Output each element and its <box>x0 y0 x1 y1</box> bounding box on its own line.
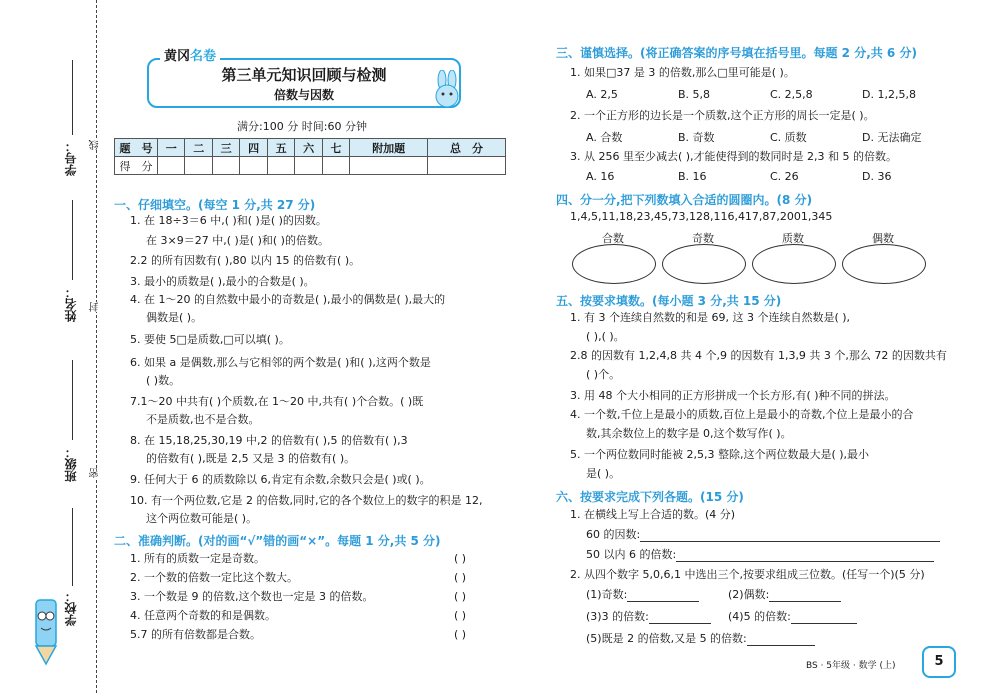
s5-line: 5. 一个两位数同时能被 2,5,3 整除,这个两位数最大是( ),最小 <box>570 448 870 461</box>
s6-q1-factors-60 <box>586 528 940 542</box>
s6-sub-mult3 <box>586 610 711 624</box>
s2-answer-paren[interactable]: ( ) <box>454 609 467 622</box>
s1-line: 9. 任何大于 6 的质数除以 6,肯定有余数,余数只会是( )或( )。 <box>130 473 431 486</box>
s6-q1-b-answer-line[interactable] <box>676 549 934 562</box>
s2-answer-paren[interactable]: ( ) <box>454 590 467 603</box>
s6-sub-answer-line[interactable] <box>649 611 711 624</box>
section1-title: 一、仔细填空。(每空 1 分,共 27 分) <box>114 198 316 212</box>
option-c[interactable]: C. 质数 <box>770 131 807 144</box>
score-cell[interactable] <box>267 157 294 175</box>
page-number: 5 <box>922 646 956 678</box>
option-c[interactable]: C. 26 <box>770 170 799 183</box>
s1-line: 5. 要使 5□是质数,□可以填( )。 <box>130 333 290 346</box>
circle-label-composite: 合数 <box>602 232 624 245</box>
option-d[interactable]: D. 36 <box>862 170 892 183</box>
s6-sub-mult5 <box>728 610 857 624</box>
school-field[interactable] <box>72 508 73 586</box>
s6-sub-label: (3)3 的倍数: <box>586 610 649 623</box>
composite-circle[interactable] <box>572 244 656 284</box>
score-header-cell: 题 号 <box>115 139 158 157</box>
s1-line: 偶数是( )。 <box>146 311 203 324</box>
score-header-cell: 附加题 <box>350 139 428 157</box>
score-table-header-row <box>115 139 506 157</box>
option-a[interactable]: A. 2,5 <box>586 88 618 101</box>
s2-item: 4. 任意两个奇数的和是偶数。 <box>130 609 276 622</box>
footer-text: BS · 5年级 · 数学 (上) <box>806 661 896 671</box>
score-header-cell: 七 <box>322 139 349 157</box>
s1-line: 10. 有一个两位数,它是 2 的倍数,同时,它的各个数位上的数字的积是 12, <box>130 494 483 507</box>
section4-title: 四、分一分,把下列数填入合适的圆圈内。(8 分) <box>556 193 813 207</box>
even-circle[interactable] <box>842 244 926 284</box>
s2-answer-paren[interactable]: ( ) <box>454 552 467 565</box>
score-cell[interactable] <box>322 157 349 175</box>
s5-line: 数,其余数位上的数字是 0,这个数写作( )。 <box>586 427 792 440</box>
option-a[interactable]: A. 16 <box>586 170 615 183</box>
name-field[interactable] <box>72 200 73 280</box>
option-b[interactable]: B. 奇数 <box>678 131 715 144</box>
s6-sub-mult2and5 <box>586 632 815 646</box>
s6-q1-multiples-6 <box>586 548 934 562</box>
score-header-cell: 一 <box>158 139 185 157</box>
s1-line: 1. 在 18÷3＝6 中,( )和( )是( )的因数。 <box>130 214 327 227</box>
section2-title: 二、准确判断。(对的画“√”错的画“×”。每题 1 分,共 5 分) <box>114 534 441 548</box>
score-cell[interactable] <box>185 157 212 175</box>
score-cell[interactable] <box>212 157 239 175</box>
s6-q1-a-answer-line[interactable] <box>640 529 940 542</box>
s1-line: 在 3×9＝27 中,( )是( )和( )的倍数。 <box>146 234 329 247</box>
score-header-cell: 六 <box>295 139 322 157</box>
rabbit-mascot-icon <box>428 70 466 108</box>
s2-item: 3. 一个数是 9 的倍数,这个数也一定是 3 的倍数。 <box>130 590 374 603</box>
score-cell[interactable] <box>428 157 506 175</box>
s4-numbers: 1,4,5,11,18,23,45,73,128,116,417,87,2001,345 <box>570 210 833 223</box>
odd-circle[interactable] <box>662 244 746 284</box>
s1-line: 不是质数,也不是合数。 <box>146 413 260 426</box>
score-header-cell: 四 <box>240 139 267 157</box>
brand-left: 黄冈 <box>164 49 191 64</box>
binding-dashed-line <box>96 0 97 693</box>
score-cell[interactable] <box>240 157 267 175</box>
pencil-mascot-icon <box>22 590 70 670</box>
title-box <box>147 58 461 108</box>
s3-options <box>586 88 954 101</box>
student-id-field[interactable] <box>72 60 73 135</box>
score-cell[interactable] <box>295 157 322 175</box>
s2-item: 1. 所有的质数一定是奇数。 <box>130 552 265 565</box>
brand-right: 名卷 <box>190 49 217 64</box>
score-table-row <box>115 157 506 175</box>
score-cell[interactable] <box>158 157 185 175</box>
s2-answer-paren[interactable]: ( ) <box>454 571 467 584</box>
s3-options <box>586 129 954 145</box>
s3-question: 3. 从 256 里至少减去( ),才能使得到的数同时是 2,3 和 5 的倍数。 <box>570 150 898 163</box>
cut-label-tight: 密 <box>90 468 101 478</box>
option-c[interactable]: C. 2,5,8 <box>770 88 813 101</box>
page-subtitle: 倍数与因数 <box>273 88 334 102</box>
score-header-cell: 五 <box>267 139 294 157</box>
s6-sub-even <box>728 588 841 602</box>
s3-question: 2. 一个正方形的边长是一个质数,这个正方形的周长一定是( )。 <box>570 109 875 122</box>
s5-line: 3. 用 48 个大小相同的正方形拼成一个长方形,有( )种不同的拼法。 <box>570 389 896 402</box>
circle-label-even: 偶数 <box>872 232 894 245</box>
s6-sub-label: (5)既是 2 的倍数,又是 5 的倍数: <box>586 632 747 645</box>
s6-sub-label: (1)奇数: <box>586 588 628 601</box>
s2-answer-paren[interactable]: ( ) <box>454 628 467 641</box>
option-a[interactable]: A. 合数 <box>586 131 623 144</box>
name-label: 姓名： <box>64 286 78 322</box>
s6-sub-odd <box>586 588 699 602</box>
cut-label-line: 线 <box>90 140 101 150</box>
exam-meta: 满分:100 分 时间:60 分钟 <box>237 120 367 133</box>
option-b[interactable]: B. 16 <box>678 170 707 183</box>
prime-circle[interactable] <box>752 244 836 284</box>
section6-title: 六、按要求完成下列各题。(15 分) <box>556 490 744 504</box>
option-b[interactable]: B. 5,8 <box>678 88 711 101</box>
s6-sub-label: (2)偶数: <box>728 588 770 601</box>
student-id-label: 学号： <box>64 140 78 176</box>
score-cell[interactable] <box>350 157 428 175</box>
score-table <box>114 138 506 175</box>
s6-q1: 1. 在横线上写上合适的数。(4 分) <box>570 508 736 521</box>
s6-sub-answer-line[interactable] <box>769 589 841 602</box>
s6-q2: 2. 从四个数字 5,0,6,1 中选出三个,按要求组成三位数。(任写一个)(5 分) <box>570 568 925 581</box>
s3-question: 1. 如果□37 是 3 的倍数,那么□里可能是( )。 <box>570 66 795 79</box>
section3-title: 三、谨慎选择。(将正确答案的序号填在括号里。每题 2 分,共 6 分) <box>556 46 917 60</box>
s3-options <box>586 170 954 183</box>
score-row-label: 得 分 <box>115 157 158 175</box>
class-field[interactable] <box>72 360 73 440</box>
page-title: 第三单元知识回顾与检测 <box>221 66 387 84</box>
class-label: 班级： <box>64 446 78 482</box>
binding-strip <box>0 0 108 693</box>
s6-sub-answer-line[interactable] <box>627 589 699 602</box>
score-header-cell: 二 <box>185 139 212 157</box>
s1-line: 7.1～20 中共有( )个质数,在 1～20 中,共有( )个合数。( )既 <box>130 395 424 408</box>
s1-line: ( )数。 <box>146 374 181 387</box>
option-d[interactable]: D. 无法确定 <box>862 131 922 144</box>
s5-line: ( )个。 <box>586 368 621 381</box>
s5-line: 是( )。 <box>586 467 621 480</box>
s6-q1-a-label: 60 的因数: <box>586 528 641 541</box>
score-header-cell: 三 <box>212 139 239 157</box>
school-label: 学校： <box>64 590 78 626</box>
s1-line: 3. 最小的质数是( ),最小的合数是( )。 <box>130 275 315 288</box>
s6-sub-label: (4)5 的倍数: <box>728 610 791 623</box>
s1-line: 4. 在 1～20 的自然数中最小的奇数是( ),最小的偶数是( ),最大的 <box>130 293 446 306</box>
s5-line: 2.8 的因数有 1,2,4,8 共 4 个,9 的因数有 1,3,9 共 3 个,那么 72 的因数共有 <box>570 349 947 362</box>
s1-line: 这个两位数可能是( )。 <box>146 512 258 525</box>
s1-line: 6. 如果 a 是偶数,那么与它相邻的两个数是( )和( ),这两个数是 <box>130 356 431 369</box>
option-d[interactable]: D. 1,2,5,8 <box>862 88 916 101</box>
s6-sub-answer-line[interactable] <box>791 611 857 624</box>
s1-line: 2.2 的所有因数有( ),80 以内 15 的倍数有( )。 <box>130 254 361 267</box>
s5-line: 1. 有 3 个连续自然数的和是 69, 这 3 个连续自然数是( ), <box>570 311 851 324</box>
score-header-cell: 总 分 <box>428 139 506 157</box>
s2-item: 5.7 的所有倍数都是合数。 <box>130 628 261 641</box>
s5-line: ( ),( )。 <box>586 330 625 343</box>
s6-sub-answer-line[interactable] <box>747 633 815 646</box>
s2-item: 2. 一个数的倍数一定比这个数大。 <box>130 571 298 584</box>
cut-label-seal: 封 <box>90 302 101 312</box>
circle-label-prime: 质数 <box>782 232 804 245</box>
s1-line: 8. 在 15,18,25,30,19 中,2 的倍数有( ),5 的倍数有( ),3 <box>130 434 408 447</box>
section5-title: 五、按要求填数。(每小题 3 分,共 15 分) <box>556 294 782 308</box>
brand-logo <box>160 45 220 64</box>
s5-line: 4. 一个数,千位上是最小的质数,百位上是最小的奇数,个位上是最小的合 <box>570 408 914 421</box>
s1-line: 的倍数有( ),既是 2,5 又是 3 的倍数有( )。 <box>146 452 356 465</box>
circle-label-odd: 奇数 <box>692 232 714 245</box>
s6-q1-b-label: 50 以内 6 的倍数: <box>586 548 677 561</box>
